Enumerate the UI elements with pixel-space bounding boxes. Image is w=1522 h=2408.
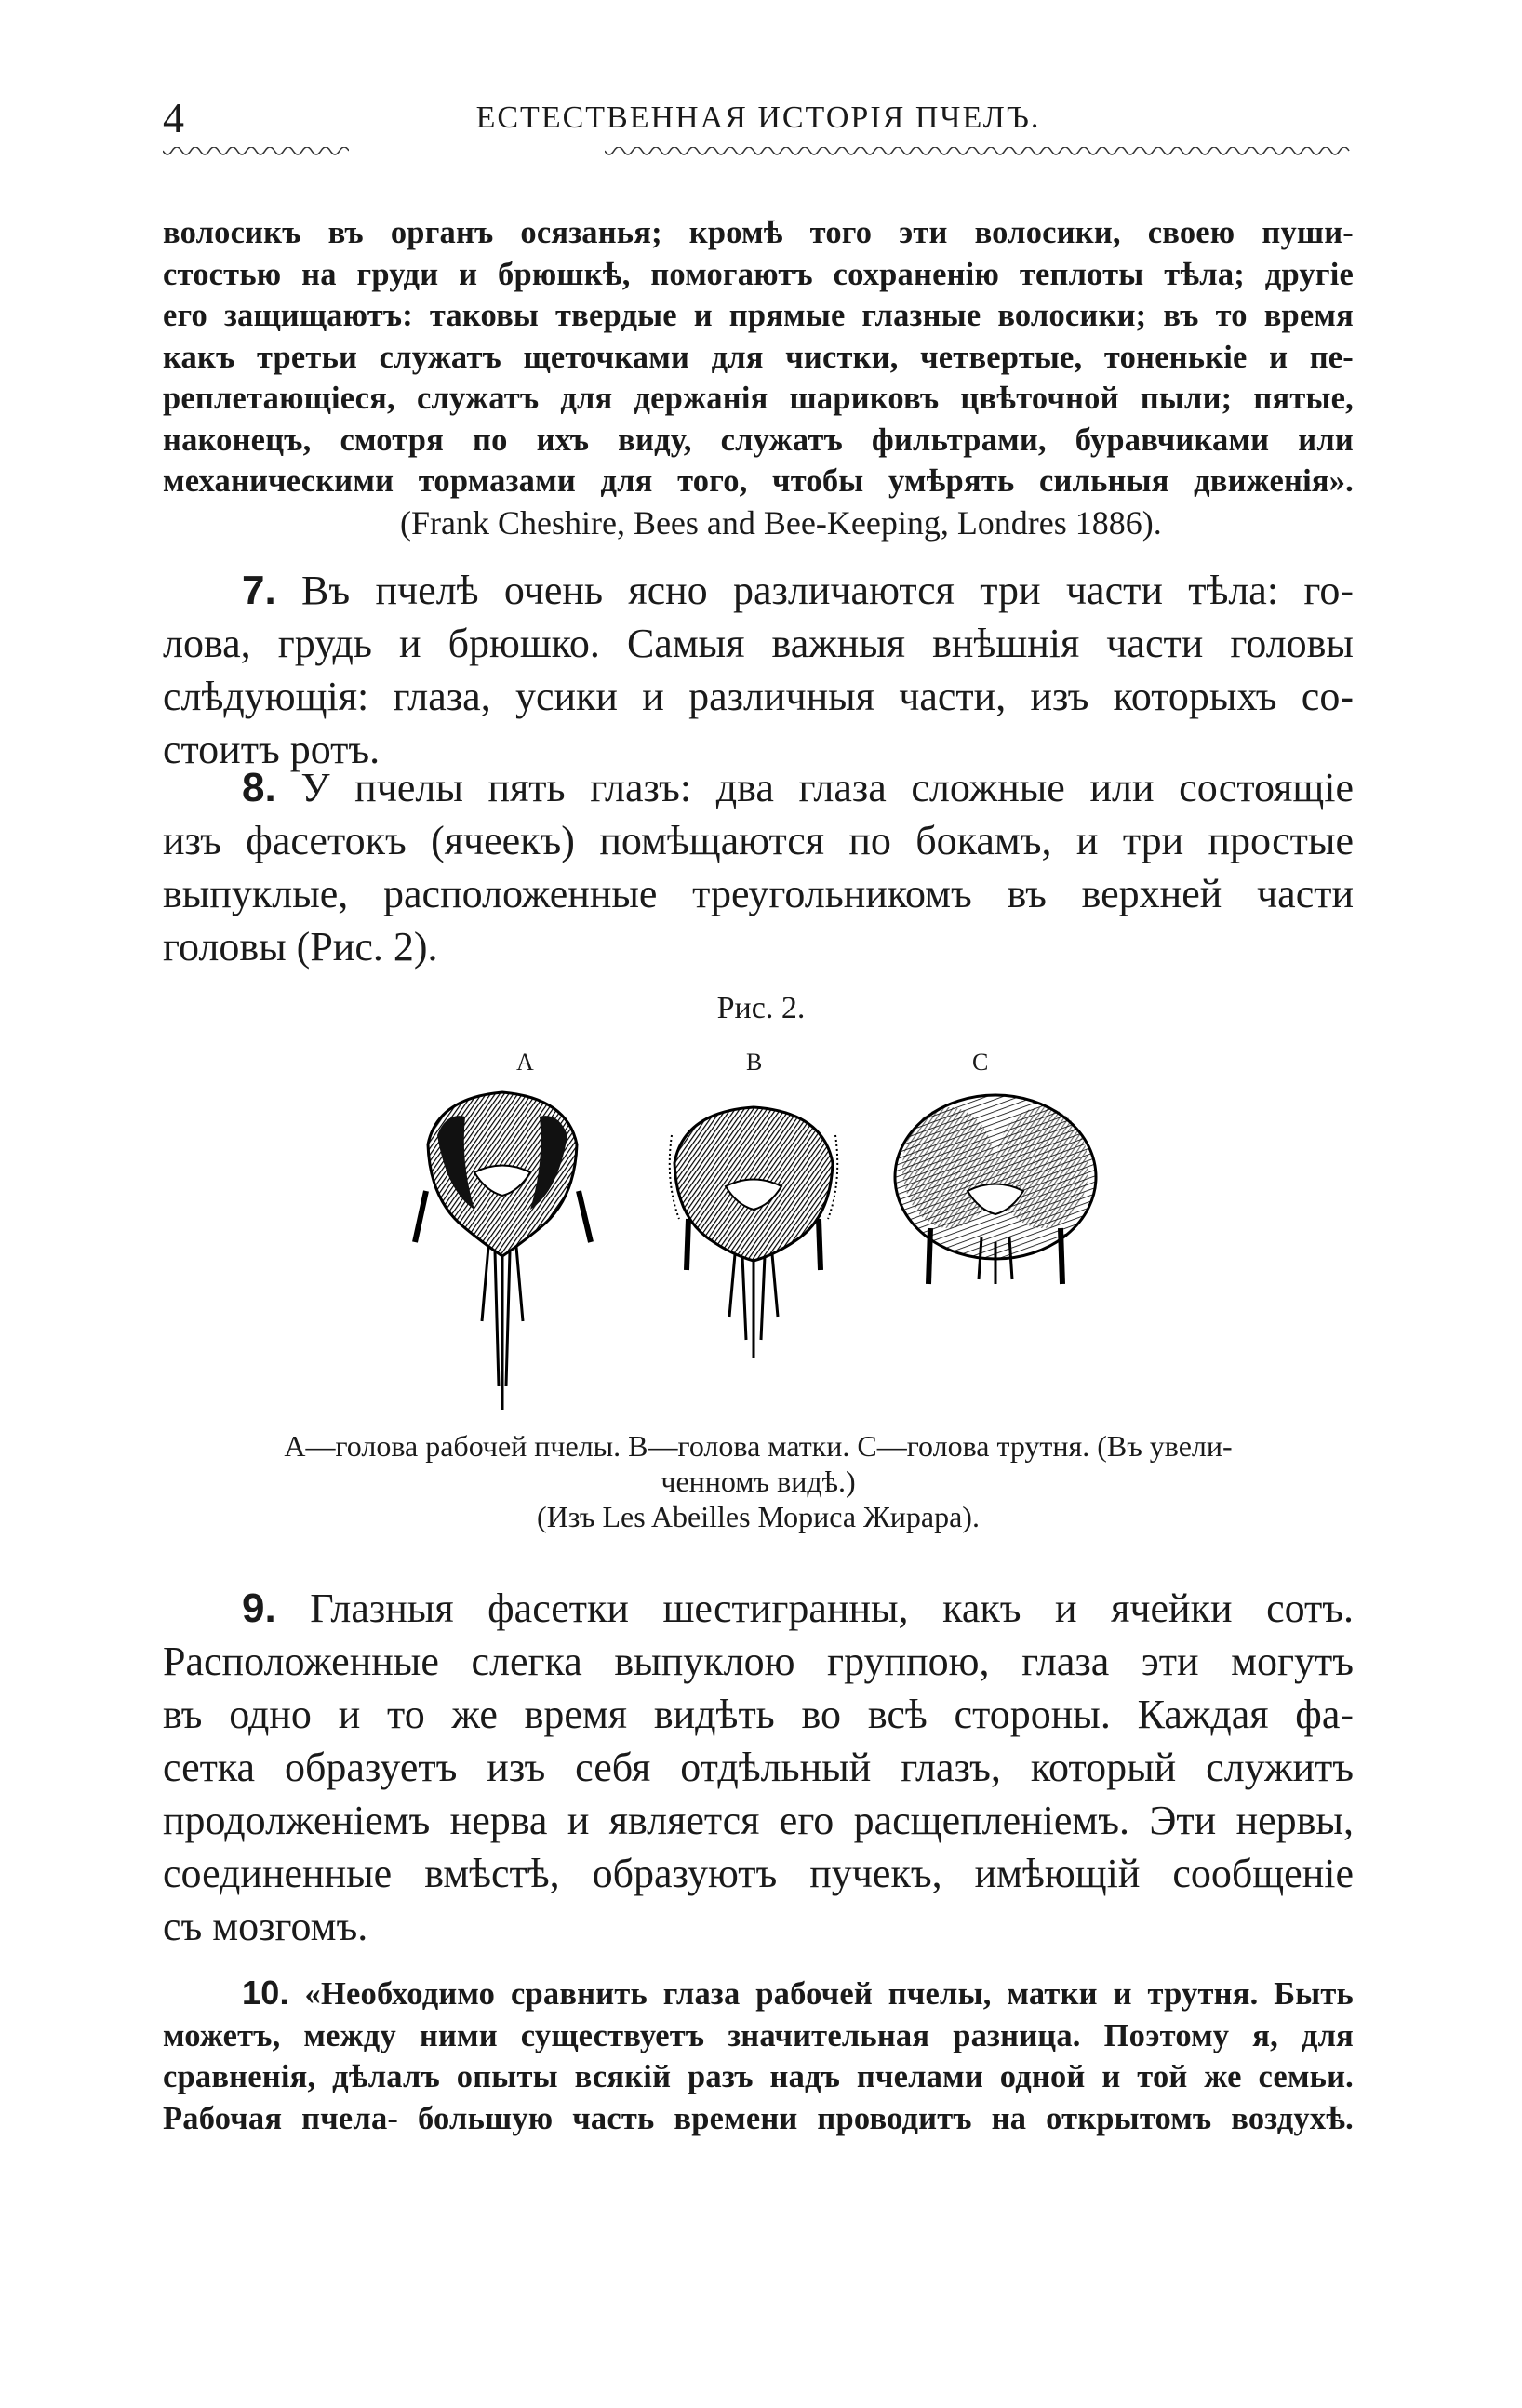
paragraph-line: стоитъ ротъ. <box>163 727 380 772</box>
quote-line: реплетающіеся, служатъ для держанія шариковъ цвѣточной пыли; пятые, <box>163 381 1354 416</box>
paragraph-line: Расположенные слегка выпуклою группою, глаза эти могутъ <box>163 1639 1354 1684</box>
drone-bee-head <box>895 1095 1096 1284</box>
bee-heads-illustration <box>409 1079 1116 1414</box>
paragraph-9 <box>163 1582 1354 1953</box>
paragraph-number: 7. <box>242 568 276 613</box>
quote-line: наконецъ, смотря по ихъ виду, служатъ фильтрами, буравчиками или <box>163 421 1354 458</box>
running-title: ЕСТЕСТВЕННАЯ ИСТОРІЯ ПЧЕЛЪ. <box>475 100 1041 135</box>
figure-title: Рис. 2. <box>716 991 806 1025</box>
quote-line: какъ третьи служатъ щеточками для чистки, четвертые, тоненькіе и пе- <box>163 339 1354 375</box>
paragraph-line: слѣдующія: глаза, усики и различныя части, изъ которыхъ со- <box>163 674 1354 719</box>
header-ornament-left <box>163 147 349 160</box>
figure-caption <box>163 1428 1354 1534</box>
paragraph-line: сравненія, дѣлалъ опыты всякій разъ надъ пчелами одной и той же семьи. <box>163 2059 1354 2094</box>
quote-line: стостью на груди и брюшкѣ, помогаютъ сохраненію теплоты тѣла; другіе <box>163 256 1354 292</box>
queen-bee-head <box>670 1107 837 1358</box>
paragraph-line: Въ пчелѣ очень ясно различаются три части тѣла: го- <box>301 568 1354 613</box>
paragraph-line: изъ фасетокъ (ячеекъ) помѣщаются по бокамъ, и три простые <box>163 818 1354 863</box>
paragraph-10 <box>163 1973 1354 2139</box>
figure-label-b: B <box>746 1049 763 1076</box>
paragraph-line: лова, грудь и брюшко. Самыя важныя внѣшнія части головы <box>163 621 1354 666</box>
paragraph-line: съ мозгомъ. <box>163 1904 368 1949</box>
quote-citation: (Frank Cheshire, Bees and Bee-Keeping, Londres 1886). <box>400 504 1162 542</box>
figure-label-c: C <box>972 1049 989 1076</box>
paragraph-7 <box>163 564 1354 776</box>
paragraph-line: выпуклые, расположенные треугольникомъ въ верхней части <box>163 871 1354 916</box>
paragraph-line: сетка образуетъ изъ себя отдѣльный глазъ, который служитъ <box>163 1745 1354 1790</box>
paragraph-line: въ одно и то же время видѣть во всѣ стороны. Каждая фа- <box>163 1692 1354 1737</box>
caption-line: ченномъ видѣ.) <box>661 1465 856 1498</box>
paragraph-number: 9. <box>242 1585 276 1631</box>
paragraph-number: 8. <box>242 765 276 810</box>
caption-line: A—голова рабочей пчелы. B—голова матки. C—голова трутня. (Въ увели- <box>284 1429 1233 1463</box>
paragraph-line: Глазныя фасетки шестигранны, какъ и ячейки сотъ. <box>310 1585 1355 1631</box>
page-header <box>163 93 1354 149</box>
quote-block <box>163 212 1354 502</box>
paragraph-line: головы (Рис. 2). <box>163 924 438 970</box>
header-ornament-right <box>605 147 1354 160</box>
caption-line: (Изъ Les Abeilles Мориса Жирара). <box>537 1500 980 1533</box>
paragraph-8 <box>163 761 1354 973</box>
quote-line: его защищаютъ: таковы твердые и прямые глазные волосики; въ то время <box>163 298 1354 333</box>
paragraph-line: Рабочая пчела- большую часть времени проводитъ на открытомъ воздухѣ. <box>163 2100 1354 2136</box>
paragraph-line: можетъ, между ними существуетъ значительная разница. Поэтому я, для <box>163 2017 1354 2053</box>
quote-line: механическими тормазами для того, чтобы умѣрять сильныя движенія». <box>163 463 1354 499</box>
worker-bee-head <box>415 1092 591 1410</box>
figure-label-a: A <box>516 1049 534 1076</box>
paragraph-number: 10. <box>242 1973 289 2012</box>
page-number: 4 <box>163 94 184 141</box>
paragraph-line: У пчелы пять глазъ: два глаза сложные или состоящіе <box>300 765 1355 810</box>
paragraph-line: продолженіемъ нерва и является его расщепленіемъ. Эти нервы, <box>163 1798 1354 1843</box>
paragraph-line: «Необходимо сравнить глаза рабочей пчелы, матки и трутня. Быть <box>304 1976 1355 2012</box>
quote-line: волосикъ въ органъ осязанья; кромѣ того эти волосики, своею пуши- <box>163 215 1354 250</box>
paragraph-line: соединенные вмѣстѣ, образуютъ пучекъ, имѣющій сообщеніе <box>163 1851 1354 1896</box>
